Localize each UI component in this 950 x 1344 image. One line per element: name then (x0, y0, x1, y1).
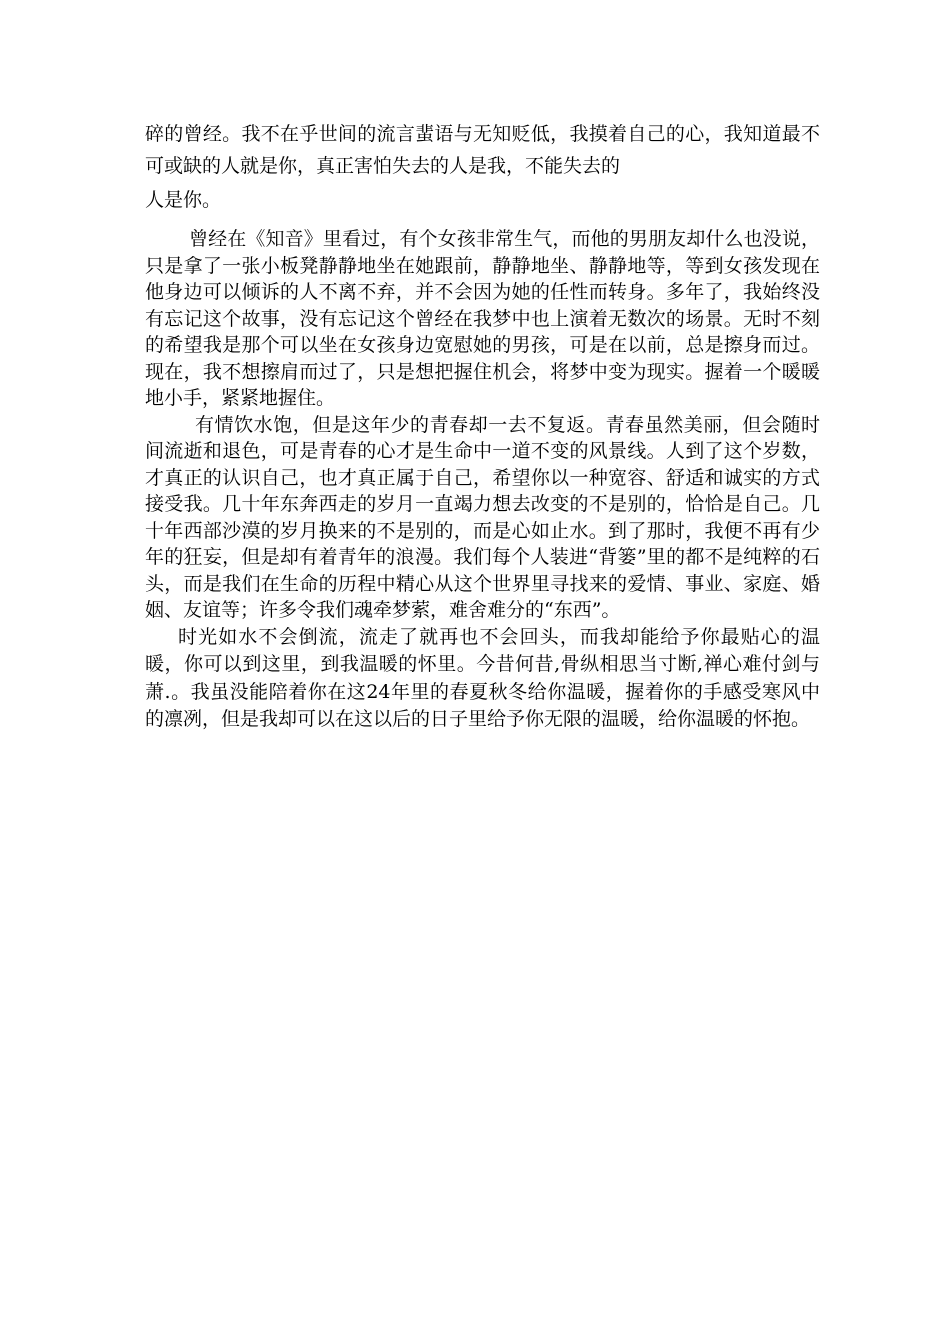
paragraph-continued-tail: 人是你。 (145, 189, 222, 211)
paragraph-continued: 碎的曾经。我不在乎世间的流言蜚语与无知贬低，我摸着自己的心，我知道最不可或缺的人就是你，真正害怕失去的人是我，不能失去的 (145, 123, 820, 177)
paragraph-zhiyin-story: 曾经在《知音》里看过，有个女孩非常生气，而他的男朋友却什么也没说，只是拿了一张小板凳静静地坐在她跟前，静静地坐、静静地等，等到女孩发现在他身边可以倾诉的人不离不弃，并不会因为她的任性而转身。多年了，我始终没有忘记这个故事，没有忘记这个曾经在我梦中也上演着无数次的场景。无时不刻的希望我是那个可以坐在女孩身边宽慰她的男孩，可是在以前，总是擦身而过。现在，我不想擦肩而过了，只是想把握住机会，将梦中变为现实。握着一个暖暖地小手，紧紧地握住。 (145, 228, 820, 409)
paragraph-warmth: 时光如水不会倒流，流走了就再也不会回头，而我却能给予你最贴心的温暖，你可以到这里，到我温暖的怀里。今昔何昔,骨纵相思当寸断,禅心难付剑与萧.。我虽没能陪着你在这24年里的春夏秋冬给你温暖，握着你的手感受寒风中的凛冽，但是我却可以在这以后的日子里给予你无限的温暖，给你温暖的怀抱。 (145, 625, 820, 730)
document-body (145, 118, 820, 734)
paragraph-youth: 有情饮水饱，但是这年少的青春却一去不复返。青春虽然美丽，但会随时间流逝和退色，可是青春的心才是生命中一道不变的风景线。人到了这个岁数，才真正的认识自己，也才真正属于自己，希望你以一种宽容、舒适和诚实的方式接受我。几十年东奔西走的岁月一直竭力想去改变的不是别的，恰恰是自己。几十年西部沙漠的岁月换来的不是别的，而是心如止水。到了那时，我便不再有少年的狂妄，但是却有着青年的浪漫。我们每个人装进“背篓”里的都不是纯粹的石头，而是我们在生命的历程中精心从这个世界里寻找来的爱情、事业、家庭、婚姻、友谊等；许多令我们魂牵梦萦，难舍难分的“东西”。 (145, 413, 820, 621)
